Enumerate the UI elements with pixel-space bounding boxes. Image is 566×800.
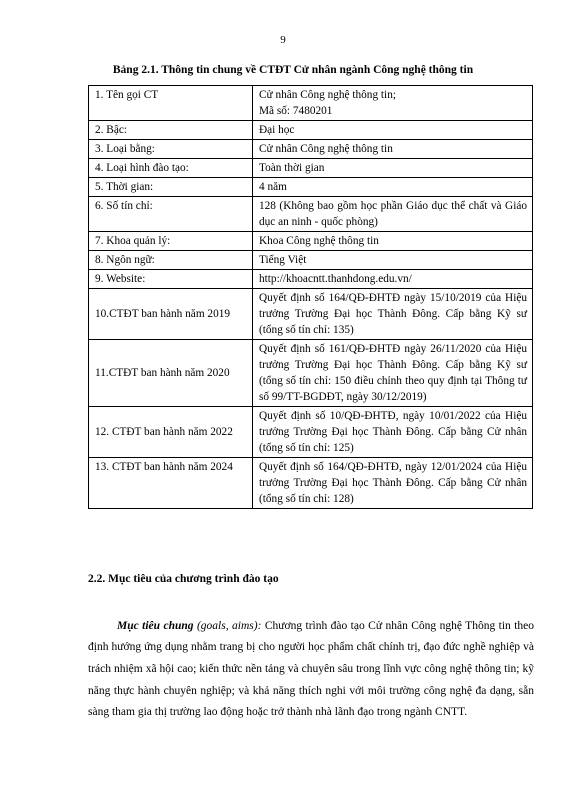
table-row — [89, 232, 533, 251]
table-cell-value: 128 (Không bao gồm học phần Giáo dục thể chất và Giáo dục an ninh - quốc phòng) — [253, 197, 533, 232]
table-cell-label: 13. CTĐT ban hành năm 2024 — [89, 458, 253, 509]
table-cell-value: Quyết định số 164/QĐ-ĐHTĐ, ngày 12/01/2024 của Hiệu trưởng Trường Đại học Thành Đông. Cấp bằng Cử nhân (tổng số tín chỉ: 128) — [253, 458, 533, 509]
goals-colon: : — [257, 619, 262, 632]
table-cell-text: Cử nhân Công nghệ thông tin; — [259, 89, 396, 101]
table-cell-text: Mã số: 7480201 — [259, 105, 333, 117]
website-link[interactable]: http://khoacntt.thanhdong.edu.vn/ — [253, 270, 533, 289]
table-cell-label: 9. Website: — [89, 270, 253, 289]
table-cell-value: 4 năm — [253, 178, 533, 197]
table-cell-value: Đại học — [253, 121, 533, 140]
goals-paragraph — [88, 616, 534, 725]
table-row — [89, 86, 533, 121]
page-number: 9 — [280, 34, 286, 46]
table-row — [89, 178, 533, 197]
table-cell-label: 11.CTĐT ban hành năm 2020 — [89, 340, 253, 407]
table-row — [89, 407, 533, 458]
table-cell-label: 7. Khoa quản lý: — [89, 232, 253, 251]
goals-label: Mục tiêu chung — [117, 619, 194, 632]
table-cell-value — [253, 86, 533, 121]
table-cell-value: Quyết định số 10/QĐ-ĐHTĐ, ngày 10/01/2022 của Hiệu trưởng Trường Đại học Thành Đông. Cấp bằng Cử nhân (tổng số tín chỉ: 125) — [253, 407, 533, 458]
goals-text: Chương trình đào tạo Cử nhân Công nghệ Thông tin theo định hướng ứng dụng nhằm trang bị cho người học phẩm chất chính trị, đạo đức nghề nghiệp và trách nhiệm xã hội cao; kiến thức nền tảng và chuyên sâu trong lĩnh vực công nghệ thông tin; kỹ năng thực hành chuyên nghiệp; và khả năng thích nghi với môi trường công nghệ đa dạng, sẵn sàng tham gia thị trường lao động hoặc trở thành nhà lãnh đạo trong ngành CNTT. — [88, 619, 534, 719]
goals-label-english: (goals, aims) — [196, 619, 258, 632]
table-cell-label: 8. Ngôn ngữ: — [89, 251, 253, 270]
table-row — [89, 458, 533, 509]
table-cell-label: 6. Số tín chỉ: — [89, 197, 253, 232]
table-cell-label: 3. Loại bằng: — [89, 140, 253, 159]
table-cell-label: 2. Bậc: — [89, 121, 253, 140]
table-cell-value: Khoa Công nghệ thông tin — [253, 232, 533, 251]
table-row — [89, 121, 533, 140]
table-cell-value: Toàn thời gian — [253, 159, 533, 178]
table-row — [89, 159, 533, 178]
table-row — [89, 289, 533, 340]
table-cell-label: 4. Loại hình đào tạo: — [89, 159, 253, 178]
table-row — [89, 197, 533, 232]
table-cell-label: 10.CTĐT ban hành năm 2019 — [89, 289, 253, 340]
program-info-table — [88, 85, 533, 509]
table-cell-value: Quyết định số 164/QĐ-ĐHTĐ ngày 15/10/2019 của Hiệu trưởng Trường Đại học Thành Đông. Cấp bằng Kỹ sư (tổng số tín chỉ: 135) — [253, 289, 533, 340]
table-row — [89, 270, 533, 289]
table-cell-label: 1. Tên gọi CT — [89, 86, 253, 121]
table-row — [89, 340, 533, 407]
table-cell-label: 5. Thời gian: — [89, 178, 253, 197]
table-cell-value: Quyết định số 161/QĐ-ĐHTĐ ngày 26/11/2020 của Hiệu trưởng Trường Đại học Thành Đông. Cấp bằng Kỹ sư (tổng số tín chỉ: 150 điều chỉnh theo quy định tại Thông tư số 99/TT-BGDĐT, ngày 30/12/2019) — [253, 340, 533, 407]
table-cell-value: Cử nhân Công nghệ thông tin — [253, 140, 533, 159]
table-cell-value: Tiếng Việt — [253, 251, 533, 270]
table-row — [89, 251, 533, 270]
table-caption: Bảng 2.1. Thông tin chung về CTĐT Cử nhân ngành Công nghệ thông tin — [112, 64, 474, 76]
table-row — [89, 140, 533, 159]
section-heading: 2.2. Mục tiêu của chương trình đào tạo — [88, 573, 279, 585]
table-cell-label: 12. CTĐT ban hành năm 2022 — [89, 407, 253, 458]
